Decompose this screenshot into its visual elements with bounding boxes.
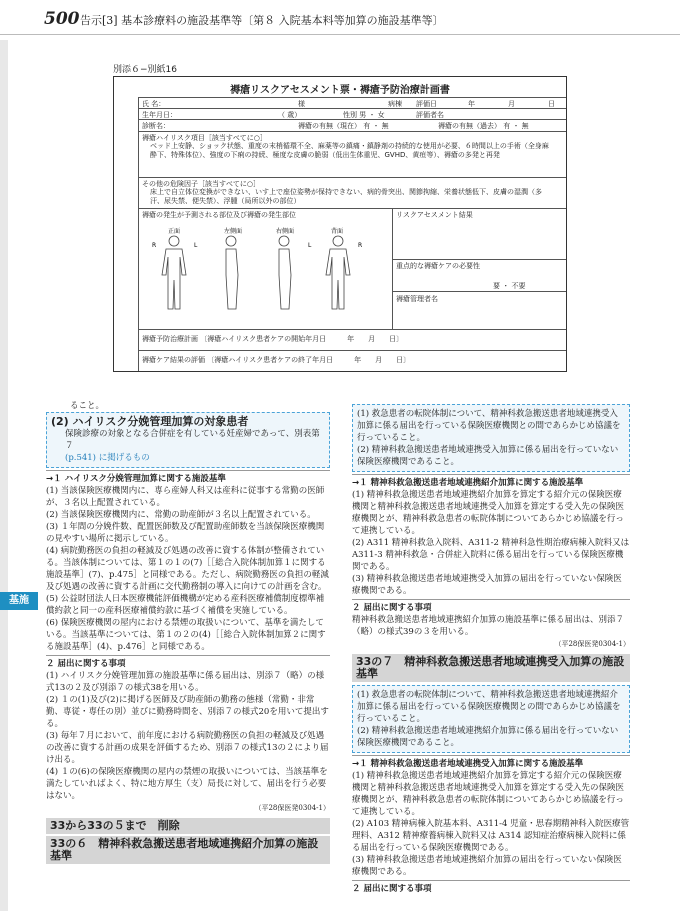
section-33-6-box: (1) 救急患者の転院体制について、精神科救急搬送患者地域連携受入加算に係る届出を行っている保険医療機関との間であらかじめ協議を行っていること。 (2) 精神科救急搬送患者地域連携受入加算に係る届出を行っていない保険医療機関であること。 [352, 404, 630, 472]
svg-text:R: R [152, 242, 157, 249]
care-need-label: 重点的な褥瘡ケアの必要性 [396, 262, 480, 270]
svg-text:R: R [358, 242, 363, 249]
view-label-front: 正面 [168, 228, 181, 235]
subheading: ２ 届出に関する事項 [352, 599, 630, 614]
form-site-section: 褥瘡の発生が予測される部位及び褥瘡の発生部位 リスクアセスメント結果 重点的な褥瘡ケアの必要性 要 ・ 不要 褥瘡管理者名 [138, 208, 566, 329]
deleted-sections-bar: 33から33の５まで 削除 [46, 818, 330, 834]
text-line: ること。 [70, 401, 105, 411]
page-number: 500 [44, 9, 80, 29]
section-heading: (2) ハイリスク分娩管理加算の対象患者 [51, 415, 249, 428]
body-figure [146, 225, 366, 315]
subheading: ２ 届出に関する事項 [352, 880, 630, 895]
svg-text:L: L [194, 242, 198, 249]
form-row-name: 氏 名： 様 病棟 評価日 年 月 日 [138, 97, 566, 109]
body-outline-figures [146, 225, 366, 315]
svg-text:L: L [308, 242, 312, 249]
view-label-right: 右側面 [276, 228, 295, 235]
subheading: →１ 精神科救急搬送患者地域連携受入加算に関する施設基準 [352, 755, 630, 770]
right-column: (1) 救急患者の転院体制について、精神科救急搬送患者地域連携受入加算に係る届出を行っている保険医療機関との間であらかじめ協議を行っていること。 (2) 精神科救急搬送患者地域連携受入加算に係る届出を行っていない保険医療機関であること。 →１ 精神科救急搬送患者地域連携紹介加算に関する施設基準 (1) 精神科救急搬送患者地域連携紹介加算を算定する紹介元の保険医療機関と精神科救急搬送患者地域連携受入加算を算定する受入先の保険医療機関とが、精神科救急患者の転院体制についてあらかじめ協議を行って連携している。 (2) A311 精神科救急入院料、A311-2 精神科急性期治療病棟入院料又は A311-3 精神科救急・合併症入院料に係る届出を行っている保険医療機関である。 (3) 精神科救急搬送患者地域連携受入加算の届出を行っていない保険医療機関である。 ２ 届出に関する事項 精神科救急搬送患者地域連携紹介加算の施設基準に係る届出は、別添７（略）の様式39の３を用いる。 （平28保医発0304-1） 33の７ 精神科救急搬送患者地域連携受入加算の施設基準 (1) 救急患者の転院体制について、精神科救急搬送患者地域連携紹介加算に係る届出を行っている保険医療機関との間であらかじめ協議を行っていること。 (2) 精神科救急搬送患者地域連携紹介加算に係る届出を行っていない保険医療機関であること。 →１ 精神科救急搬送患者地域連携受入加算に関する施設基準 (1) 精神科救急搬送患者地域連携紹介加算を算定する紹介元の保険医療機関と精神科救急搬送患者地域連携受入加算を算定する受入先の保険医療機関とが、精神科救急患者の転院体制についてあらかじめ協議を行って連携している。 (2) A103 精神病棟入院基本料、A311-4 児童・思春期精神科入院医療管理料、A312 精神療養病棟入院料又は A314 認知症治療病棟入院料に係る届出を行っている保険医療機関である。 (3) 精神科救急搬送患者地域連携紹介加算の届出を行っていない保険医療機関である。 ２ 届出に関する事項 [352, 404, 630, 895]
section-33-7-bar: 33の７ 精神科救急搬送患者地域連携受入加算の施設基準 [352, 654, 630, 682]
page-header [0, 0, 680, 35]
section-33-6-bar: 33の６ 精神科救急搬送患者地域連携紹介加算の施設基準 [46, 836, 330, 864]
left-column: ること。 (2) ハイリスク分娩管理加算の対象患者 保険診療の対象となる合併症を有している妊産婦であって、別表第７ (p.541) に掲げるもの →１ ハイリスク分娩管理加算に関する施設基準 (1) 当該保険医療機関内に、専ら産婦人科又は産科に従事する常勤の医師が、３名以上配置されている。 (2) 当該保険医療機関内に、常勤の助産師が３名以上配置されている。 (3) １年間の分娩件数、配置医師数及び配置助産師数を当該保険医療機関の見やすい場所に掲示している。 (4) 病院勤務医の負担の軽減及び処遇の改善に資する体制が整備されている。当該体制については、第１の１の(7)［［総合入院体制加算１に関する施設基準］(7)、p.475］と同様である。ただし、病院勤務医の負担の軽減及び処遇の改善に資する計画に交代勤務制の導入に向けての計画を含む。 (5) 公益財団法人日本医療機能評価機構が定める産科医療補償制度標準補償約款と同一の産科医療補償約款に基づく補償を実施している。 (6) 保険医療機関の屋内における禁煙の取扱いについて、基準を満たしている。当該基準については、第１の２の(4)［［総合入院体制加算２に関する施設基準］(4)、p.476］と同様である。 ２ 届出に関する事項 (1) ハイリスク分娩管理加算の施設基準に係る届出は、別添７（略）の様式13の２及び別添７の様式38を用いる。 (2) １の(1)及び(2)に掲げる医師及び助産師の勤務の態様（常勤・非常勤、専従・専任の別）並びに勤務時間を、別添７の様式20を用いて提出する。 (3) 毎年７月において、前年度における病院勤務医の負担の軽減及び処遇の改善に資する計画の成果を評価するため、別添７の様式13の２により届け出る。 (4) １の(6)の保険医療機関の屋内の禁煙の取扱いについては、当該基準を満たしていればよく、特に地方厚生（支）局長に対して、届出を行う必要はない。 （平28保医発0304-1） 33から33の５まで 削除 33の６ 精神科救急搬送患者地域連携紹介加算の施設基準 [46, 401, 330, 862]
form-label: 別添６−別紙16 [113, 65, 177, 75]
form-other-factors: その他の危険因子［該当すべてに○］ 床上で自立体位変換ができない、いす上で座位姿勢が保持できない、病的骨突出、関節拘縮、栄養状態低下、皮膚の湿潤（多汗、尿失禁、便失禁）、浮腫（局所以外の部位） [138, 177, 566, 208]
form-title: 褥瘡リスクアセスメント票・褥瘡予防治療計画書 [230, 85, 450, 96]
subheading: →１ ハイリスク分娩管理加算に関する施設基準 [46, 470, 330, 485]
risk-assessment-form [113, 76, 567, 372]
subheading: ２ 届出に関する事項 [46, 655, 330, 670]
section-side-tab[interactable]: 基施 [0, 592, 38, 610]
form-row-diagnosis: 診断名： 褥瘡の有無（現在） 有 ・ 無 褥瘡の有無（過去） 有 ・ 無 [138, 119, 566, 131]
section-33-7-box: (1) 救急患者の転院体制について、精神科救急搬送患者地域連携紹介加算に係る届出を行っている保険医療機関との間であらかじめ協議を行っていること。 (2) 精神科救急搬送患者地域連携紹介加算に係る届出を行っていない保険医療機関であること。 [352, 685, 630, 753]
form-risk-items: 褥瘡ハイリスク項目［該当すべてに○］ ベッド上安静、ショック状態、重度の末梢循環不全、麻薬等の鎮痛・鎮静剤の持続的な使用が必要、６時間以上の手術（全身麻酔下、特殊体位）、強度の下痢の持続、極度な皮膚の脆弱（低出生体重児、GVHD、黄疸等）、褥瘡の多発と再発 [138, 131, 566, 177]
left-margin-bar [0, 40, 8, 911]
form-result-row: 褥瘡ケア結果の評価 〔褥瘡ハイリスク患者ケアの終了年月日 年 月 日〕 [138, 350, 566, 371]
form-plan-row: 褥瘡予防治療計画 〔褥瘡ハイリスク患者ケアの開始年月日 年 月 日〕 [138, 329, 566, 350]
running-title: 告示[3] 基本診療料の施設基準等〔第８ 入院基本料等加算の施設基準等〕 [80, 14, 444, 27]
form-row-birth: 生年月日： （ 歳） 性別 男 ・ 女 評価者名 [138, 108, 566, 120]
view-label-left: 左側面 [224, 228, 243, 235]
manager-label: 褥瘡管理者名 [396, 295, 438, 303]
view-label-back: 背面 [331, 228, 344, 235]
subheading: →１ 精神科救急搬送患者地域連携紹介加算に関する施設基準 [352, 474, 630, 489]
care-need-options: 要 ・ 不要 [493, 282, 526, 290]
high-risk-box: (2) ハイリスク分娩管理加算の対象患者 保険診療の対象となる合併症を有している妊産婦であって、別表第７ (p.541) に掲げるもの [46, 412, 330, 468]
assessment-result-label: リスクアセスメント結果 [396, 211, 473, 219]
